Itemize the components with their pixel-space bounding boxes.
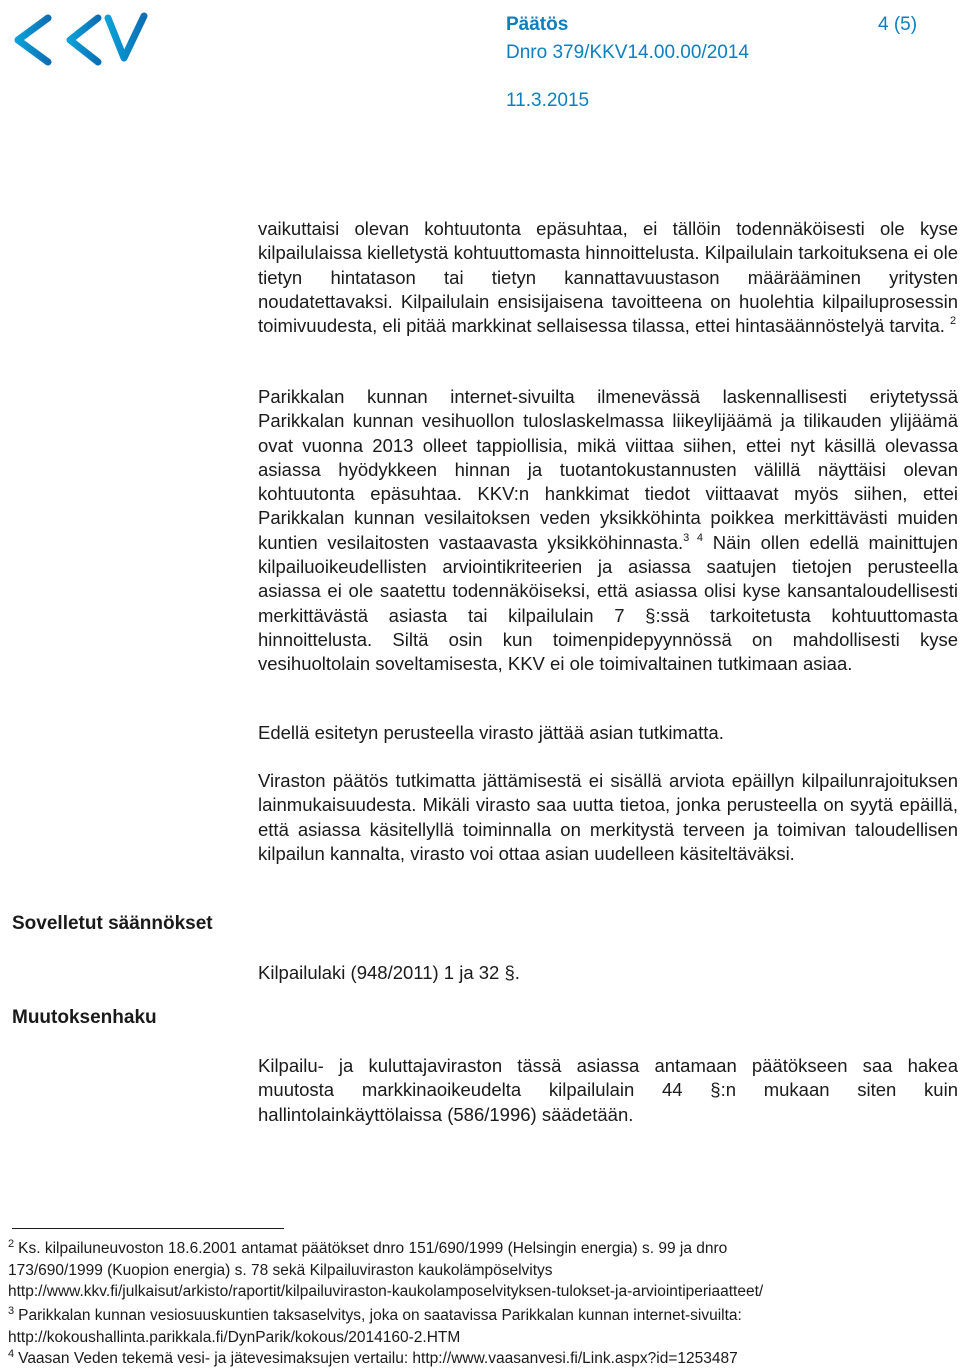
footnote-3-line-1: Parikkalan kunnan vesiosuuskuntien taksaselvitys, joka on saatavissa Parikkalan kunnan internet-sivuilta:	[18, 1307, 742, 1324]
kkv-logo	[8, 10, 148, 66]
footnote-2-link[interactable]: http://www.kkv.fi/julkaisut/arkisto/raportit/kilpailuviraston-kaukolamposelvityksen-tulokset-ja-arviointiperiaatteet/	[8, 1283, 764, 1300]
appeal-paragraph: Kilpailu- ja kuluttajaviraston tässä asiassa antamaan päätökseen saa hakea muutosta markkinaoikeudelta kilpailulain 44 §:n mukaan siten kuin hallintolainkäyttölaissa (586/1996) säädetään.	[258, 1055, 958, 1125]
paragraph-2-text-a: Parikkalan kunnan internet-sivuilta ilmenevässä laskennallisesti eriytetyssä Parikkalan kunnan vesihuollon tuloslaskelmassa liikeylijäämä ja tilikauden ylijäämä ovat vuonna 2013 olleet tappiollisia, mikä viittaa siihen, ettei nyt käsillä olevassa asiassa hyödykkeen hinnan ja tuotantokustannusten välillä näyttäisi olevan kohtuutonta epäsuhtaa. KKV:n hankkimat tiedot viittaavat myös siihen, ettei Parikkalan kunnan vesilaitoksen veden yksikköhinta poikkea merkittävästi muiden kuntien vesilaitosten vastaavasta yksikköhinnasta.	[258, 386, 958, 553]
footnote-3-number: 3	[8, 1305, 15, 1317]
page-number: 4 (5)	[878, 14, 918, 35]
paragraph-3-text: Edellä esitetyn perusteella virasto jättää asian tutkimatta.	[258, 722, 724, 743]
applied-provisions-heading: Sovelletut säännökset	[12, 913, 213, 934]
record-number: Dnro 379/KKV14.00.00/2014	[506, 42, 749, 63]
footnote-ref-3-4: 3 4	[683, 531, 704, 544]
paragraph-3	[258, 721, 958, 745]
paragraph-2	[258, 385, 958, 677]
appeal-heading: Muutoksenhaku	[12, 1007, 157, 1028]
document-date: 11.3.2015	[506, 90, 590, 111]
footnote-2-line-1: Ks. kilpailuneuvoston 18.6.2001 antamat päätökset dnro 151/690/1999 (Helsingin energia) s. 99 ja dnro	[18, 1240, 728, 1257]
footnote-separator	[12, 1228, 284, 1229]
footnote-3-link[interactable]: http://kokoushallinta.parikkala.fi/DynParik/kokous/2014160-2.HTM	[8, 1328, 461, 1346]
paragraph-4-text: Viraston päätös tutkimatta jättämisestä ei sisällä arviota epäillyn kilpailunrajoituksen lainmukaisuudesta. Mikäli virasto saa uutta tietoa, jonka perusteella on syytä epäillä, että asiassa käsitellyllä toiminnalla on merkitystä terveen ja toimivan taloudellisen kilpailun kannalta, virasto voi ottaa asian uudelleen käsiteltäväksi.	[258, 770, 958, 864]
appeal-text	[258, 1054, 958, 1127]
footnote-2-number: 2	[8, 1238, 15, 1250]
applied-provisions-text	[258, 961, 958, 985]
footnote-2-line-2: 173/690/1999 (Kuopion energia) s. 78 sekä Kilpailuviraston kaukolämpöselvitys	[8, 1261, 553, 1279]
paragraph-1	[258, 217, 958, 338]
paragraph-4	[258, 769, 958, 866]
footnote-3	[8, 1305, 956, 1348]
applied-provisions-paragraph: Kilpailulaki (948/2011) 1 ja 32 §.	[258, 962, 520, 983]
document-type: Päätös	[506, 14, 569, 35]
paragraph-2-text-b: Näin ollen edellä mainittujen kilpailuoikeudellisten arviointikriteerien ja asiassa saatujen tietojen perusteella asiassa ei ole saatettu todennäköiseksi, että asiassa olisi kyse kansantaloudellisesti merkittävästä asiasta tai kilpailulain 7 §:ssä tarkoitetusta kohtuuttomasta hinnoittelusta. Siltä osin kun toimenpidepyynnössä on mahdollisesti kyse vesihuoltolain soveltamisesta, KKV ei ole toimivaltainen tutkimaan asiaa.	[258, 531, 958, 675]
paragraph-1-text: vaikuttaisi olevan kohtuutonta epäsuhtaa, ei tällöin todennäköisesti ole kyse kilpailulaissa kielletystä kohtuuttomasta hinnoittelusta. Kilpailulain tarkoituksena ei ole tietyn hintatason tai tietyn kannattavuustason määrääminen yritysten noudatettavaksi. Kilpailulain ensisijaisena tavoitteena on huolehtia kilpailuprosessin toimivuudesta, eli pitää markkinat sellaisessa tilassa, ettei hintasäännöstelyä tarvita.	[258, 218, 958, 337]
footnote-4-line-1[interactable]: Vaasan Veden tekemä vesi- ja jätevesimaksujen vertailu: http://www.vaasanvesi.fi/Link.aspx?id=1253487	[18, 1350, 738, 1367]
footnote-2	[8, 1238, 956, 1303]
footnote-4	[8, 1348, 956, 1370]
footnote-ref-2: 2	[950, 315, 957, 328]
footnote-4-number: 4	[8, 1348, 15, 1360]
